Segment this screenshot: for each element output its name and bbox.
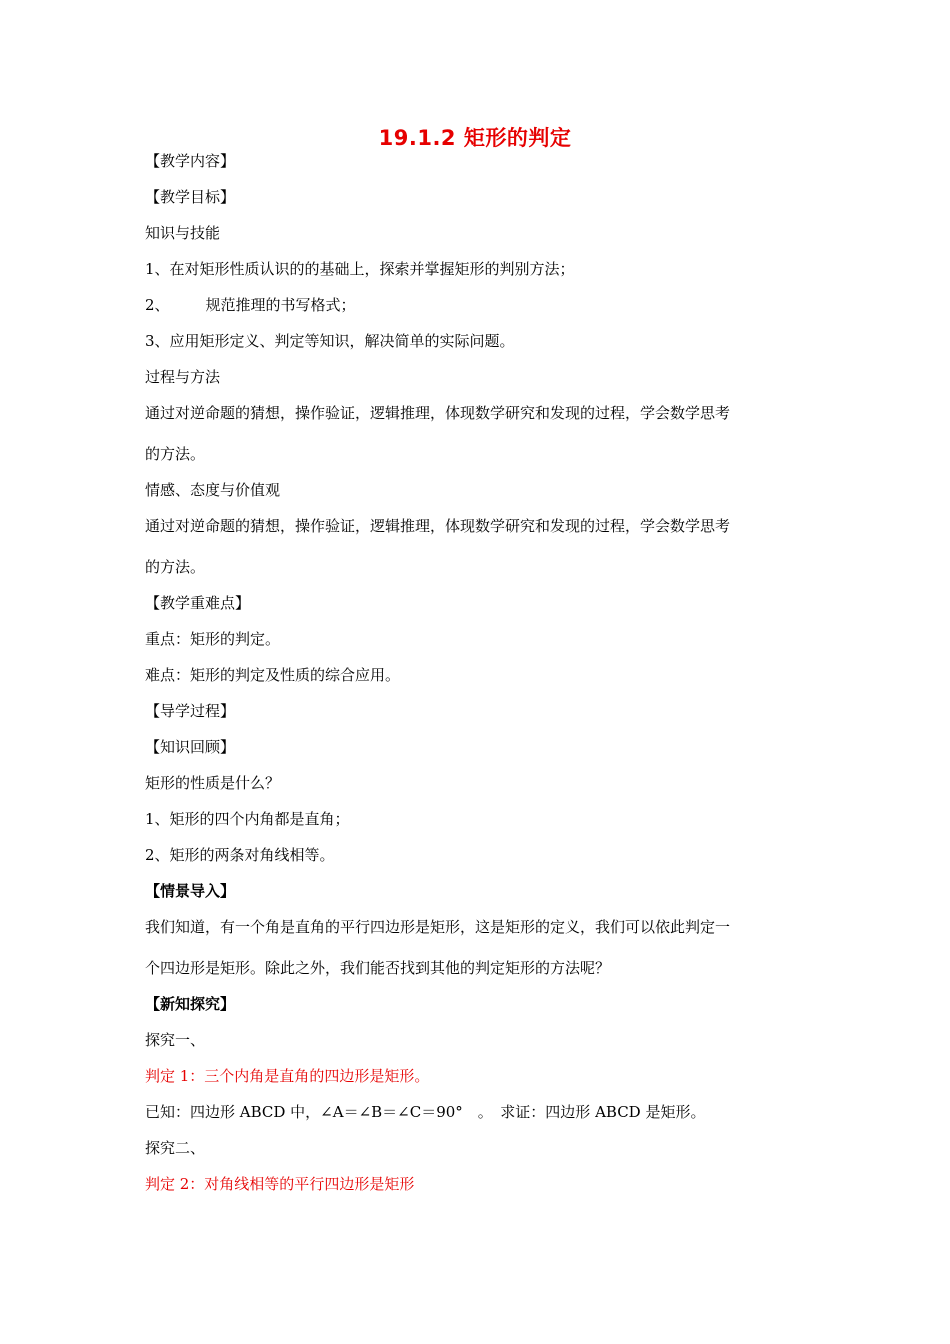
heading-teaching-goals: 【教学目标】 <box>145 188 236 206</box>
exploration-two-label: 探究二、 <box>145 1139 206 1157</box>
review-item-2: 2、矩形的两条对角线相等。 <box>145 846 335 864</box>
goal-item-2-text: 规范推理的书写格式； <box>205 296 356 314</box>
subheading-knowledge-skills: 知识与技能 <box>145 224 221 242</box>
review-question: 矩形的性质是什么？ <box>145 774 281 792</box>
paragraph-process-line-2: 的方法。 <box>145 445 206 463</box>
goal-item-3: 3、应用矩形定义、判定等知识，解决简单的实际问题。 <box>145 332 515 350</box>
goal-item-2 <box>145 294 815 316</box>
intro-paragraph-line-1: 我们知道，有一个角是直角的平行四边形是矩形，这是矩形的定义，我们可以依此判定一 <box>145 918 731 936</box>
heading-knowledge-review: 【知识回顾】 <box>145 738 236 756</box>
heading-teaching-content: 【教学内容】 <box>145 152 236 170</box>
heading-key-difficult-points: 【教学重难点】 <box>145 594 251 612</box>
heading-new-knowledge: 【新知探究】 <box>145 995 236 1013</box>
heading-scene-introduction: 【情景导入】 <box>145 882 236 900</box>
key-point: 重点：矩形的判定。 <box>145 630 281 648</box>
page-title: 19.1.2 矩形的判定 <box>378 126 572 150</box>
goal-item-1: 1、在对矩形性质认识的的基础上，探索并掌握矩形的判别方法； <box>145 260 575 278</box>
given-and-prove: 已知：四边形 ABCD 中，∠A＝∠B＝∠C＝90° 。 求证：四边形 ABCD 是矩形。 <box>145 1103 706 1121</box>
theorem-1: 判定 1：三个内角是直角的四边形是矩形。 <box>145 1067 430 1085</box>
paragraph-emotion-line-1: 通过对逆命题的猜想，操作验证，逻辑推理，体现数学研究和发现的过程，学会数学思考 <box>145 517 731 535</box>
subheading-emotion-values: 情感、态度与价值观 <box>145 481 281 499</box>
subheading-process-method: 过程与方法 <box>145 368 221 386</box>
difficult-point: 难点：矩形的判定及性质的综合应用。 <box>145 666 401 684</box>
exploration-one-label: 探究一、 <box>145 1031 206 1049</box>
paragraph-process-line-1: 通过对逆命题的猜想，操作验证，逻辑推理，体现数学研究和发现的过程，学会数学思考 <box>145 404 731 422</box>
goal-item-2-number: 2、 <box>145 296 170 314</box>
review-item-1: 1、矩形的四个内角都是直角； <box>145 810 350 828</box>
intro-paragraph-line-2: 个四边形是矩形。除此之外，我们能否找到其他的判定矩形的方法呢？ <box>145 959 611 977</box>
heading-guided-process: 【导学过程】 <box>145 702 236 720</box>
paragraph-emotion-line-2: 的方法。 <box>145 558 206 576</box>
theorem-2: 判定 2：对角线相等的平行四边形是矩形 <box>145 1175 415 1193</box>
